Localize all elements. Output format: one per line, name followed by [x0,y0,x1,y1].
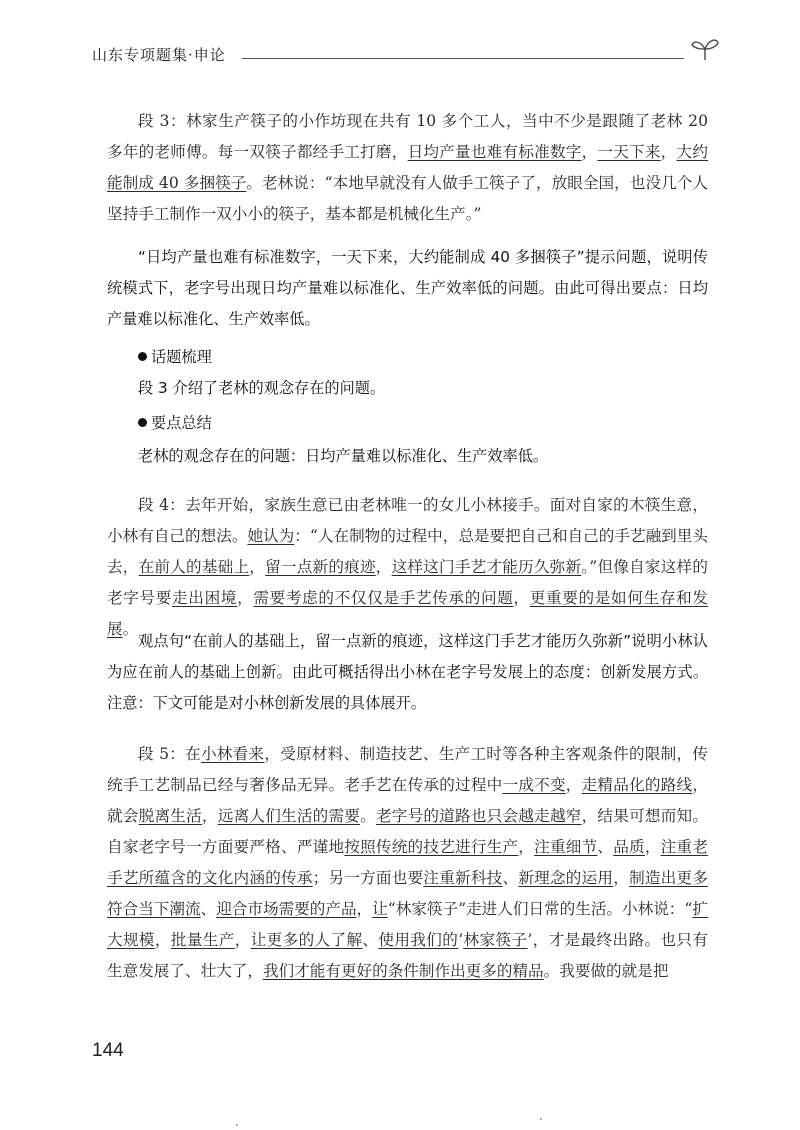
bullet-icon [138,418,147,427]
analysis-3: “日均产量也难有标准数字，一天下来，大约能制成 40 多捆筷子”提示问题，说明传统模式下，老字号出现日均产量难以标准化、生产效率低的问题。由此可得出要点：日均产量难以标准化、生产效率低。 [107,248,708,328]
scan-speck [540,1118,542,1120]
analysis-4: 观点句“在前人的基础上，留一点新的痕迹，这样这门手艺才能历久弥新”说明小林认为应在前人的基础上创新。由此可概括得出小林在老字号发展上的态度：创新发展方式。注意：下文可能是对小林创新发展的具体展开。 [107,632,708,712]
scan-speck [236,1124,238,1126]
summary-heading: 要点总结 [138,408,212,439]
topic-text: 段 3 介绍了老林的观念存在的问题。 [138,379,386,397]
summary-text: 老林的观念存在的问题：日均产量难以标准化、生产效率低。 [138,447,549,465]
header-title: 山东专项题集·申论 [92,46,226,64]
paragraph-3: 段 3：林家生产筷子的小作坊现在共有 10 多个工人，当中不少是跟随了老林 20 多年的老师傅。每一双筷子都经手工打磨，日均产量也难有标准数字，一天下来，大约能制成 40 多捆筷子。老林说：“本地早就没有人做手工筷子了，放眼全国，也没几个人坚持手工制作一双小小的筷子，基本都是机械化生产。” [107,112,708,223]
bullet-icon [138,352,147,361]
page-number: 144 [92,1040,124,1061]
topic-heading: 话题梳理 [138,342,212,373]
paragraph-5: 段 5：在小林看来，受原材料、制造技艺、生产工时等各种主客观条件的限制，传统手工艺制品已经与奢侈品无异。老手艺在传承的过程中一成不变，走精品化的路线，就会脱离生活，远离人们生活的需要。老字号的道路也只会越走越窄，结果可想而知。自家老字号一方面要严格、严谨地按照传统的技艺进行生产，注重细节、品质，注重老手艺所蕴含的文化内涵的传承；另一方面也要注重新科技、新理念的运用，制造出更多符合当下潮流、迎合市场需要的产品，让“林家筷子”走进人们日常的生活。小林说：“扩大规模，批量生产，让更多的人了解、使用我们的‘林家筷子’，才是最终出路。也只有生意发展了、壮大了，我们才能有更好的条件制作出更多的精品。我要做的就是把 [107,745,708,980]
paragraph-4: 段 4：去年开始，家族生意已由老林唯一的女儿小林接手。面对自家的木筷生意，小林有自己的想法。她认为：“人在制物的过程中，总是要把自己和自己的手艺融到里头去，在前人的基础上，留一点新的痕迹，这样这门手艺才能历久弥新。”但像自家这样的老字号要走出困境，需要考虑的不仅仅是手艺传承的问题，更重要的是如何生存和发展。 [107,496,708,638]
sprout-icon [690,36,720,62]
header-rule [242,58,684,59]
running-header [92,42,722,68]
